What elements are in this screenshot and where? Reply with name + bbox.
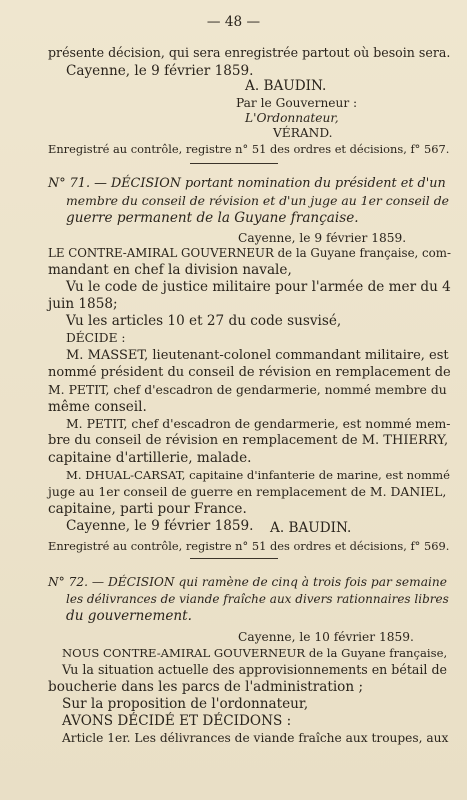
registration-note: Enregistré au contrôle, registre n° 51 des ordres et décisions, f° 569. xyxy=(48,539,450,553)
text-line: Par le Gouverneur : xyxy=(236,96,358,110)
decision-heading: du gouvernement. xyxy=(66,608,192,624)
text-line: juge au 1er conseil de guerre en remplacement de M. DANIEL, xyxy=(48,484,447,499)
decision-heading: les délivrances de viande fraîche aux divers rationnaires libres xyxy=(66,592,449,606)
text-line: Vu le code de justice militaire pour l'armée de mer du 4 xyxy=(66,279,451,295)
decision-heading: N° 72. — DÉCISION qui ramène de cinq à trois fois par semaine xyxy=(48,575,447,589)
text-line: Article 1er. Les délivrances de viande fraîche aux troupes, aux xyxy=(62,731,449,745)
text-line: juin 1858; xyxy=(48,296,118,312)
page-number: — 48 — xyxy=(206,14,261,30)
text-line: mandant en chef la division navale, xyxy=(48,262,292,278)
text-line: M. PETIT, chef d'escadron de gendarmerie, est nommé mem- xyxy=(66,416,451,431)
separator-rule xyxy=(190,163,278,164)
text-line: NOUS CONTRE-AMIRAL GOUVERNEUR de la Guyane française, xyxy=(62,646,448,660)
text-line: Cayenne, le 9 février 1859. xyxy=(66,518,254,534)
text-line: M. MASSET, lieutenant-colonel commandant militaire, est xyxy=(66,348,449,363)
text-line: même conseil. xyxy=(48,399,147,415)
signature-name: A. BAUDIN. xyxy=(270,520,352,536)
text-line: M. PETIT, chef d'escadron de gendarmerie, nommé membre du xyxy=(48,382,447,397)
dateline: Cayenne, le 10 février 1859. xyxy=(238,630,414,644)
text-line: Vu la situation actuelle des approvisionnements en bétail de xyxy=(62,662,447,677)
registration-note: Enregistré au contrôle, registre n° 51 des ordres et décisions, f° 567. xyxy=(48,142,450,156)
decision-heading: N° 71. — DÉCISION portant nomination du président et d'un xyxy=(48,176,446,191)
text-line: présente décision, qui sera enregistrée partout où besoin sera. xyxy=(48,45,451,60)
text-line: Vu les articles 10 et 27 du code susvisé, xyxy=(66,313,342,329)
text-line: capitaine, parti pour France. xyxy=(48,501,247,517)
text-line: L'Ordonnateur, xyxy=(245,111,339,125)
decision-heading: guerre permanent de la Guyane française. xyxy=(66,210,359,226)
text-line: Cayenne, le 9 février 1859. xyxy=(66,63,254,79)
text-line: M. DHUAL-CARSAT, capitaine d'infanterie de marine, est nommé xyxy=(66,468,450,482)
text-line: boucherie dans les parcs de l'administration ; xyxy=(48,679,364,695)
text-line: LE CONTRE-AMIRAL GOUVERNEUR de la Guyane française, com- xyxy=(48,246,451,260)
text-line: AVONS DÉCIDÉ ET DÉCIDONS : xyxy=(62,713,292,729)
text-line: bre du conseil de révision en remplacement de M. THIERRY, xyxy=(48,433,449,448)
separator-rule xyxy=(190,558,278,559)
dateline: Cayenne, le 9 février 1859. xyxy=(238,231,407,245)
text-line: nommé président du conseil de révision en remplacement de xyxy=(48,365,451,380)
text-line: capitaine d'artillerie, malade. xyxy=(48,450,252,466)
text-line: DÉCIDE : xyxy=(66,331,126,345)
signature-name: VÉRAND. xyxy=(273,126,333,140)
text-line: Sur la proposition de l'ordonnateur, xyxy=(62,696,309,712)
decision-heading: membre du conseil de révision et d'un juge au 1er conseil de xyxy=(66,193,449,208)
signature-name: A. BAUDIN. xyxy=(245,78,327,94)
